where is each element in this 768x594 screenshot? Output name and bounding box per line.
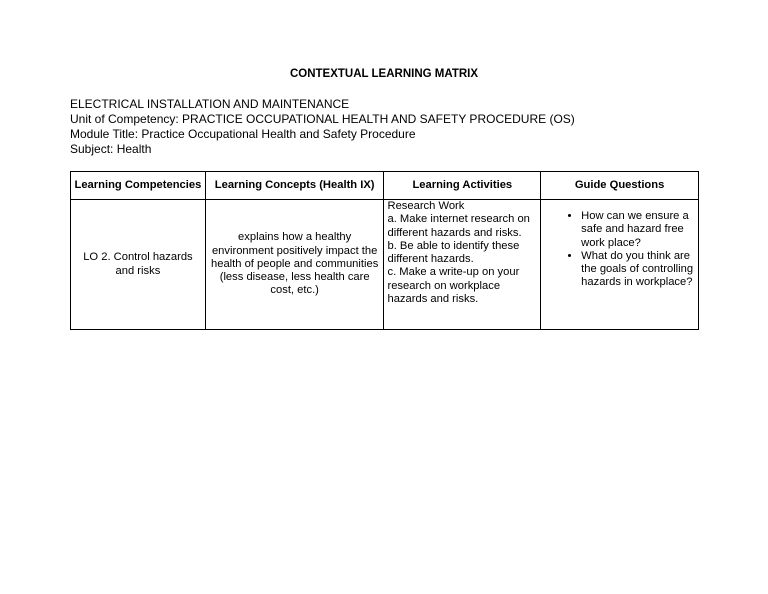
table-header-row (71, 172, 699, 200)
document-title: CONTEXTUAL LEARNING MATRIX (289, 68, 479, 80)
activity-item: c. Make a write-up on your research on workplace hazards and risks. (387, 266, 520, 306)
header-learning-activities: Learning Activities (384, 172, 541, 200)
activity-item: b. Be able to identify these different hazards. (387, 239, 520, 266)
activity-heading: Research Work (387, 200, 465, 212)
header-learning-concepts: Learning Concepts (Health IX) (205, 172, 384, 200)
program-line: ELECTRICAL INSTALLATION AND MAINTENANCE (70, 97, 350, 111)
competency-cell: LO 2. Control hazards and risks (71, 200, 206, 330)
activities-cell (384, 200, 541, 330)
header-guide-questions: Guide Questions (541, 172, 699, 200)
activity-item: a. Make internet research on different hazards and risks. (387, 213, 530, 239)
header-learning-competencies: Learning Competencies (71, 172, 206, 200)
table-row (71, 200, 699, 330)
questions-cell (541, 200, 699, 330)
document-meta (70, 97, 575, 157)
question-item: • What do you think are the goals of controlling hazards in workplace? (581, 250, 695, 290)
module-title-line: Module Title: Practice Occupational Health and Safety Procedure (70, 127, 416, 141)
subject-line: Subject: Health (70, 142, 152, 156)
learning-matrix-table (70, 171, 699, 330)
unit-of-competency-line: Unit of Competency: PRACTICE OCCUPATIONAL HEALTH AND SAFETY PROCEDURE (OS) (70, 112, 575, 126)
questions-list (544, 210, 695, 290)
question-item: • How can we ensure a safe and hazard free work place? (581, 210, 695, 250)
concept-cell: explains how a healthy environment positively impact the health of people and communities (less disease, less health care cost, etc.) (205, 200, 384, 330)
